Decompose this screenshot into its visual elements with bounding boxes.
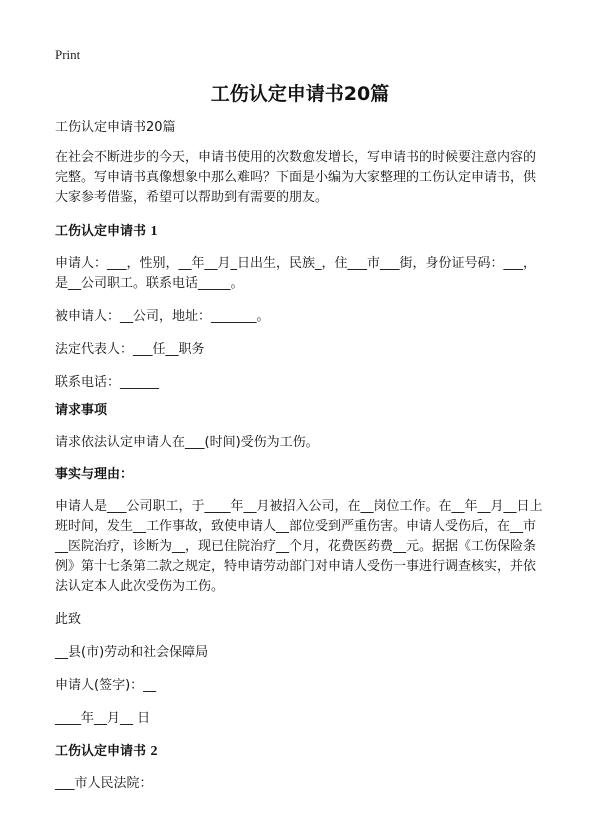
court-recipient: ___市人民法院： [55, 776, 153, 791]
legal-representative: 法定代表人：___任__职务 [55, 342, 205, 357]
closing-text: 此致 [55, 612, 82, 627]
signature-line: 申请人(签字)：__ [55, 678, 157, 693]
section-1-heading [55, 222, 545, 242]
section-2-heading [55, 742, 545, 762]
respondent-info: 被申请人：__公司，地址：_______。 [55, 309, 270, 324]
page-title: 工伤认定申请书20篇 [210, 83, 390, 105]
recipient-text: __县(市)劳动和社会保障局 [55, 645, 209, 660]
section-2-number: 2 [150, 744, 158, 759]
section-1-number: 1 [150, 224, 158, 239]
intro-paragraph: 在社会不断进步的今天，申请书使用的次数愈发增长，写申请书的时候要注意内容的完整。写申请书真像想象中那么难吗？下面是小编为大家整理的工伤认定申请书，供大家参考借鉴，希望可以帮助到有需要的朋友。 [55, 150, 537, 205]
facts-text: 申请人是___公司职工，于____年__月被招入公司，在__岗位工作。在__年__月__日上班时间，发生__工作事故，致使申请人__部位受到严重伤害。申请人受伤后，在__市__医院治疗，诊断为__，现已住院治疗__个月，花费医药费__元。据据《工伤保险条例》第十七条第二款之规定，特申请劳动部门对申请人受伤一事进行调查核实，并依法认定本人此次受伤为工伤。 [55, 499, 543, 594]
applicant-info: 申请人：___，性别，__年__月_日出生，民族_，住___市___街，身份证号码：___，是__公司职工。联系电话_____。 [55, 256, 537, 291]
section-1-heading-text: 工伤认定申请书 [55, 224, 147, 239]
request-heading: 请求事项 [55, 403, 108, 418]
document-subtitle: 工伤认定申请书20篇 [55, 120, 176, 135]
facts-heading: 事实与理由： [55, 467, 134, 482]
date-line: ____年__月__ 日 [55, 711, 151, 726]
request-text: 请求依法认定申请人在___(时间)受伤为工伤。 [55, 435, 319, 450]
document-body [55, 118, 545, 794]
section-2-heading-text: 工伤认定申请书 [55, 744, 147, 759]
contact-phone: 联系电话：______ [55, 375, 160, 390]
print-link[interactable]: Print [55, 47, 81, 62]
